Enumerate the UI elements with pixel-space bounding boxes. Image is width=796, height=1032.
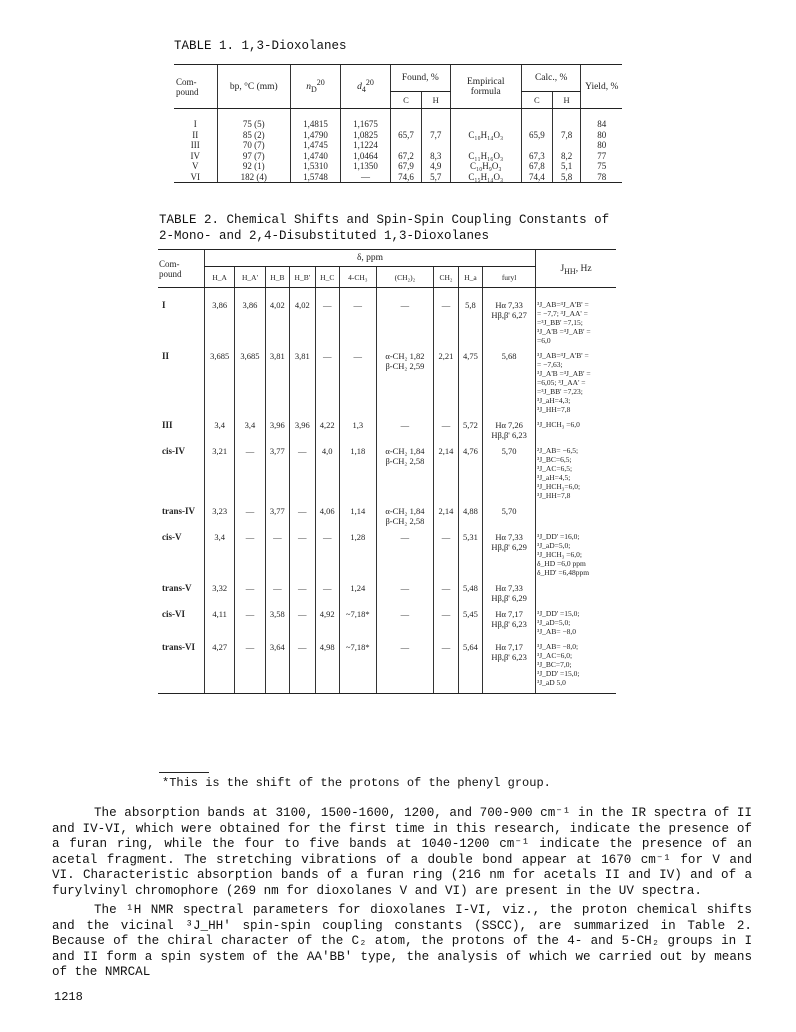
t2-cell-ha: 3,4 bbox=[205, 532, 235, 583]
t2-cell-j: ³J_AB= −8,0; ³J_AC=6,0; ³J_BC=7,0; ³J_DD' =15,0; ³J_aD 5,0 bbox=[536, 642, 617, 694]
t2-cell-j: ³J_HCH₃ =6,0 bbox=[536, 420, 617, 446]
t2-subheader: CH₂ bbox=[434, 267, 458, 288]
t1-header-found-c: C bbox=[391, 92, 422, 109]
t2-cell-furyl: Hα 7,33 Hβ,β' 6,29 bbox=[483, 532, 536, 583]
table-row bbox=[158, 642, 616, 694]
t2-cell-h-a: 5,72 bbox=[458, 420, 482, 446]
t2-cell-compound: II bbox=[162, 351, 170, 361]
t1-cell-found-c: 67,2 bbox=[391, 151, 422, 162]
t2-cell-hc: — bbox=[315, 532, 339, 583]
t2-subheader: furyl bbox=[483, 267, 536, 288]
t1-cell-compound: VI bbox=[174, 172, 217, 183]
t2-cell-haa: — bbox=[235, 532, 265, 583]
t2-cell-ch2: — bbox=[434, 532, 458, 583]
t2-cell-ch2: — bbox=[434, 642, 458, 694]
t1-cell-d: 1,0825 bbox=[341, 130, 391, 141]
t2-cell-hbb: 4,02 bbox=[290, 288, 315, 352]
t2-cell-hbb: — bbox=[290, 446, 315, 506]
t1-cell-d: 1,1675 bbox=[341, 109, 391, 130]
t2-cell-furyl: Hα 7,17 Hβ,β' 6,23 bbox=[483, 609, 536, 642]
t2-cell-furyl: Hα 7,17 Hβ,β' 6,23 bbox=[483, 642, 536, 694]
t2-cell-furyl: 5,68 bbox=[483, 351, 536, 420]
t2-cell-ch3: 1,3 bbox=[339, 420, 376, 446]
t2-cell-ha: 3,4 bbox=[205, 420, 235, 446]
t1-cell-bp: 85 (2) bbox=[217, 130, 290, 141]
t1-cell-formula bbox=[450, 140, 521, 151]
t2-cell-j bbox=[536, 583, 617, 609]
t2-cell-ch2ch2: — bbox=[376, 288, 434, 352]
t2-subheader: H_A' bbox=[235, 267, 265, 288]
t2-cell-hb: 3,81 bbox=[265, 351, 289, 420]
t1-header-nd: $n_D^{20}$ bbox=[291, 65, 341, 109]
t2-cell-haa: — bbox=[235, 446, 265, 506]
t2-cell-ch2: — bbox=[434, 288, 458, 352]
t2-cell-haa: 3,4 bbox=[235, 420, 265, 446]
t1-cell-d: 1,1350 bbox=[341, 161, 391, 172]
t2-cell-ch2: — bbox=[434, 583, 458, 609]
t1-cell-d: 1,1224 bbox=[341, 140, 391, 151]
t2-cell-compound: III bbox=[162, 420, 173, 430]
t1-cell-formula: C₁₀H₁₄O₃ bbox=[450, 130, 521, 141]
t1-cell-found-c: 65,7 bbox=[391, 130, 422, 141]
t2-cell-ch2ch2: α-CH₂ 1,84 β-CH₂ 2,58 bbox=[376, 446, 434, 506]
t2-cell-hb: 3,77 bbox=[265, 506, 289, 532]
t2-cell-ch2ch2: — bbox=[376, 532, 434, 583]
footnote-rule bbox=[159, 772, 209, 773]
t2-cell-haa: 3,685 bbox=[235, 351, 265, 420]
t1-cell-calc-c bbox=[521, 140, 552, 151]
t1-cell-bp: 75 (5) bbox=[217, 109, 290, 130]
t1-cell-calc-h: 5,1 bbox=[552, 161, 581, 172]
t2-cell-ch2: 2,14 bbox=[434, 506, 458, 532]
table-row bbox=[174, 130, 622, 141]
t2-cell-compound: trans-V bbox=[162, 583, 192, 593]
t1-cell-compound: IV bbox=[190, 150, 201, 161]
t2-cell-ch2ch2: — bbox=[376, 642, 434, 694]
t2-cell-j: ³J_AB=³J_A'B' = = −7,63; ³J_A'B =³J_AB' = =6,05; ³J_AA' = =³J_BB' =7,23; ³J_aH=4,3; ³J_HH=7,8 bbox=[536, 351, 617, 420]
t1-cell-found-h: 5,7 bbox=[421, 172, 450, 183]
t2-cell-ha: 3,685 bbox=[205, 351, 235, 420]
t2-cell-ch3: ~7,18* bbox=[339, 609, 376, 642]
t2-cell-ch2ch2: — bbox=[376, 583, 434, 609]
t2-cell-hbb: — bbox=[290, 506, 315, 532]
table2-caption-line2: 2-Mono- and 2,4-Disubstituted 1,3-Dioxolanes bbox=[159, 229, 490, 243]
page-number: 1218 bbox=[54, 990, 83, 1004]
t2-cell-haa: — bbox=[235, 642, 265, 694]
table-row bbox=[158, 446, 616, 506]
t2-cell-compound: I bbox=[162, 300, 166, 310]
t2-cell-hbb: — bbox=[290, 609, 315, 642]
t2-cell-ch3: — bbox=[339, 288, 376, 352]
t1-cell-nd: 1,4745 bbox=[291, 140, 341, 151]
t2-cell-h-a: 5,64 bbox=[458, 642, 482, 694]
t1-cell-found-c: 74,6 bbox=[391, 172, 422, 183]
t1-cell-formula: C₁₅H₁₄O₃ bbox=[450, 172, 521, 183]
t2-cell-h-a: 5,31 bbox=[458, 532, 482, 583]
t2-cell-hc: — bbox=[315, 288, 339, 352]
t1-cell-calc-h bbox=[552, 140, 581, 151]
table-row bbox=[174, 140, 622, 151]
t1-cell-d: 1,0464 bbox=[341, 151, 391, 162]
t2-cell-ha: 4,27 bbox=[205, 642, 235, 694]
t2-cell-ch3: ~7,18* bbox=[339, 642, 376, 694]
t2-cell-h-a: 5,45 bbox=[458, 609, 482, 642]
t1-cell-nd: 1,5310 bbox=[291, 161, 341, 172]
t1-header-calc: Calc., % bbox=[521, 65, 581, 92]
paragraph-nmr bbox=[52, 903, 752, 981]
t2-subheader: H_B bbox=[265, 267, 289, 288]
t1-cell-formula: C₁₁H₁₆O₃ bbox=[450, 151, 521, 162]
t2-cell-j: ²J_AB= −6,5; ³J_BC=6,5; ³J_AC=6,5; ³J_aH=4,5; ³J_HCH₃=6,0; ³J_HH=7,8 bbox=[536, 446, 617, 506]
t1-cell-nd: 1,4815 bbox=[291, 109, 341, 130]
t2-cell-haa: — bbox=[235, 583, 265, 609]
t2-cell-compound: trans-IV bbox=[162, 506, 195, 516]
t2-cell-hb: 3,96 bbox=[265, 420, 289, 446]
t1-cell-found-c bbox=[391, 140, 422, 151]
table-row bbox=[158, 506, 616, 532]
paragraph-ir-uv bbox=[52, 806, 752, 899]
t2-cell-h-a: 5,8 bbox=[458, 288, 482, 352]
table-row bbox=[158, 288, 616, 352]
t2-cell-j bbox=[536, 506, 617, 532]
t1-cell-found-c: 67,9 bbox=[391, 161, 422, 172]
t2-cell-hb: 3,58 bbox=[265, 609, 289, 642]
t2-cell-ch3: 1,18 bbox=[339, 446, 376, 506]
t2-cell-furyl: 5,70 bbox=[483, 446, 536, 506]
t2-cell-haa: 3,86 bbox=[235, 288, 265, 352]
t2-cell-compound: cis-IV bbox=[162, 446, 185, 456]
t1-cell-calc-c: 67,8 bbox=[521, 161, 552, 172]
t1-cell-calc-c bbox=[521, 109, 552, 130]
t1-cell-nd: 1,4790 bbox=[291, 130, 341, 141]
t1-cell-found-h: 4,9 bbox=[421, 161, 450, 172]
table-row bbox=[158, 420, 616, 446]
t2-cell-hc: 4,0 bbox=[315, 446, 339, 506]
t1-cell-yield: 84 bbox=[581, 109, 622, 130]
t1-cell-calc-h: 5,8 bbox=[552, 172, 581, 183]
t2-cell-hc: 4,92 bbox=[315, 609, 339, 642]
t1-cell-yield: 77 bbox=[581, 151, 622, 162]
paragraph-2-text: The ¹H NMR spectral parameters for dioxolanes I-VI, viz., the proton chemical shifts and the vicinal ³J_HH' spin-spin coupling constants (SSCC), are summarized in Table 2. Because of the chiral character of the C₂ atom, the protons of the 4- and 5-CH₂ groups in I and II form a spin system of the AA'BB' type, the analysis of which we carried out by means of the NMRCAL bbox=[52, 903, 752, 979]
t1-cell-calc-h bbox=[552, 109, 581, 130]
t2-cell-h-a: 4,75 bbox=[458, 351, 482, 420]
t1-cell-formula: C₁₀H₉O₃ bbox=[450, 161, 521, 172]
t2-cell-ha: 3,21 bbox=[205, 446, 235, 506]
table-row bbox=[158, 532, 616, 583]
t2-cell-hbb: — bbox=[290, 583, 315, 609]
t2-cell-furyl: 5,70 bbox=[483, 506, 536, 532]
t1-header-compound: Com- pound bbox=[174, 65, 217, 109]
t2-cell-hb: 3,64 bbox=[265, 642, 289, 694]
t2-subheader: (CH₂)₂ bbox=[376, 267, 434, 288]
t2-cell-ch3: 1,24 bbox=[339, 583, 376, 609]
table2 bbox=[158, 249, 616, 694]
t2-cell-haa: — bbox=[235, 506, 265, 532]
t1-cell-bp: 182 (4) bbox=[217, 172, 290, 183]
t2-cell-ch2: 2,14 bbox=[434, 446, 458, 506]
t2-cell-ha: 3,23 bbox=[205, 506, 235, 532]
t2-cell-j: ³J_AB=³J_A'B' = = −7,7; ³J_AA' = =³J_BB' =7,15; ³J_A'B =³J_AB' = =6,0 bbox=[536, 288, 617, 352]
t1-cell-calc-c: 67,3 bbox=[521, 151, 552, 162]
t1-cell-calc-c: 74,4 bbox=[521, 172, 552, 183]
t2-subheader: H_C bbox=[315, 267, 339, 288]
t1-cell-compound: II bbox=[192, 129, 199, 140]
t2-cell-hc: 4,06 bbox=[315, 506, 339, 532]
t2-cell-hbb: — bbox=[290, 642, 315, 694]
t2-cell-haa: — bbox=[235, 609, 265, 642]
t2-cell-ch2: — bbox=[434, 609, 458, 642]
t2-cell-hc: 4,22 bbox=[315, 420, 339, 446]
t2-cell-ch2: — bbox=[434, 420, 458, 446]
t1-cell-yield: 78 bbox=[581, 172, 622, 183]
t2-cell-hbb: — bbox=[290, 532, 315, 583]
table-row bbox=[174, 161, 622, 172]
t2-cell-compound: trans-VI bbox=[158, 642, 205, 694]
t2-header-j: $J_{HH}$, Hz bbox=[536, 250, 617, 288]
t1-cell-calc-h: 7,8 bbox=[552, 130, 581, 141]
t2-cell-ch3: 1,14 bbox=[339, 506, 376, 532]
t1-cell-found-h: 8,3 bbox=[421, 151, 450, 162]
table-row bbox=[158, 583, 616, 609]
t2-cell-hc: — bbox=[315, 583, 339, 609]
t2-cell-ch3: — bbox=[339, 351, 376, 420]
t2-cell-h-a: 4,76 bbox=[458, 446, 482, 506]
t1-cell-bp: 92 (1) bbox=[217, 161, 290, 172]
t1-cell-yield: 75 bbox=[581, 161, 622, 172]
t1-header-bp: bp, °C (mm) bbox=[217, 65, 290, 109]
t2-cell-compound: cis-V bbox=[162, 532, 182, 542]
t1-cell-found-h bbox=[421, 140, 450, 151]
table1-body bbox=[174, 109, 622, 183]
t2-cell-ha: 3,86 bbox=[205, 288, 235, 352]
table-row bbox=[174, 109, 622, 130]
t2-subheader: H_A bbox=[205, 267, 235, 288]
t2-cell-hbb: 3,81 bbox=[290, 351, 315, 420]
t1-header-yield: Yield, % bbox=[581, 65, 622, 109]
t1-header-empirical: Empirical formula bbox=[450, 65, 521, 109]
t2-cell-furyl: Hα 7,33 Hβ,β' 6,27 bbox=[483, 288, 536, 352]
table-row bbox=[174, 151, 622, 162]
t2-cell-ch3: 1,28 bbox=[339, 532, 376, 583]
table2-caption-line1: TABLE 2. Chemical Shifts and Spin-Spin Coupling Constants of bbox=[159, 213, 610, 227]
t2-cell-ha: 3,32 bbox=[205, 583, 235, 609]
table2-body bbox=[158, 288, 616, 694]
t1-cell-d: — bbox=[341, 172, 391, 183]
t2-cell-h-a: 4,88 bbox=[458, 506, 482, 532]
t1-cell-yield: 80 bbox=[581, 130, 622, 141]
t2-cell-ch2ch2: α-CH₂ 1,82 β-CH₂ 2,59 bbox=[376, 351, 434, 420]
t1-cell-nd: 1,4740 bbox=[291, 151, 341, 162]
t1-header-found: Found, % bbox=[391, 65, 451, 92]
t1-cell-compound: III bbox=[190, 140, 200, 150]
table1-caption: TABLE 1. 1,3-Dioxolanes bbox=[174, 39, 347, 53]
table2-footnote: *This is the shift of the protons of the phenyl group. bbox=[162, 776, 551, 790]
t2-cell-hb: — bbox=[265, 532, 289, 583]
t1-cell-found-h bbox=[421, 109, 450, 130]
t1-cell-yield: 80 bbox=[581, 140, 622, 151]
t2-subheader: H_a bbox=[458, 267, 482, 288]
t2-header-compound: Com- pound bbox=[158, 250, 205, 288]
t1-cell-calc-h: 8,2 bbox=[552, 151, 581, 162]
t2-cell-j: ³J_DD' =16,0; ³J_aD=5,0; ³J_HCH₃ =6,0; δ_HD =6,0 ppm δ_HD' =6,48ppm bbox=[536, 532, 617, 583]
t1-header-d: $d_4^{20}$ bbox=[341, 65, 391, 109]
t2-cell-furyl: Hα 7,26 Hβ,β' 6,23 bbox=[483, 420, 536, 446]
t2-cell-hb: 3,77 bbox=[265, 446, 289, 506]
t1-cell-found-c bbox=[391, 109, 422, 130]
t1-cell-formula bbox=[450, 109, 521, 130]
t1-header-found-h: H bbox=[421, 92, 450, 109]
t1-cell-bp: 70 (7) bbox=[217, 140, 290, 151]
t2-cell-ch2ch2: — bbox=[376, 609, 434, 642]
table-row bbox=[158, 609, 616, 642]
t2-cell-ch2ch2: α-CH₂ 1,84 β-CH₂ 2,58 bbox=[376, 506, 434, 532]
table1 bbox=[174, 64, 622, 183]
t2-cell-hb: — bbox=[265, 583, 289, 609]
t2-cell-compound: cis-VI bbox=[162, 609, 185, 619]
t1-cell-compound: V bbox=[192, 161, 199, 171]
t2-cell-ch2ch2: — bbox=[376, 420, 434, 446]
t2-cell-furyl: Hα 7,33 Hβ,β' 6,29 bbox=[483, 583, 536, 609]
table-row bbox=[158, 351, 616, 420]
t2-cell-ha: 4,11 bbox=[205, 609, 235, 642]
t1-cell-compound: I bbox=[193, 119, 197, 129]
t2-cell-h-a: 5,48 bbox=[458, 583, 482, 609]
t2-cell-j: ³J_DD' =15,0; ³J_aD=5,0; ³J_AB= −8,0 bbox=[536, 609, 617, 642]
t1-cell-found-h: 7,7 bbox=[421, 130, 450, 141]
t2-cell-ch2: 2,21 bbox=[434, 351, 458, 420]
table-row bbox=[174, 172, 622, 183]
t1-header-calc-h: H bbox=[552, 92, 581, 109]
t1-cell-calc-c: 65,9 bbox=[521, 130, 552, 141]
t2-subheader: 4-CH₃ bbox=[339, 267, 376, 288]
t1-cell-nd: 1,5748 bbox=[291, 172, 341, 183]
t2-header-shift: δ, ppm bbox=[205, 250, 536, 267]
t2-cell-hb: 4,02 bbox=[265, 288, 289, 352]
paragraph-1-text: The absorption bands at 3100, 1500-1600, 1200, and 700-900 cm⁻¹ in the IR spectra of II and IV-VI, which were obtained for the first time in this research, indicate the presence of a furan ring, while the four to five bands at 1040-1200 cm⁻¹ indicate the presence of an acetal fragment. The stretching vibrations of a double bond appear at 1670 cm⁻¹ for V and VI. Characteristic absorption bands of a furan ring (216 nm for acetals II and IV) and of a furylvinyl chromophore (269 nm for dioxolanes V and VI) are present in the UV spectra. bbox=[52, 806, 752, 898]
t1-header-calc-c: C bbox=[521, 92, 552, 109]
t2-subheader: H_B' bbox=[290, 267, 315, 288]
t2-cell-hc: 4,98 bbox=[315, 642, 339, 694]
t2-cell-hbb: 3,96 bbox=[290, 420, 315, 446]
t1-cell-bp: 97 (7) bbox=[217, 151, 290, 162]
t2-cell-hc: — bbox=[315, 351, 339, 420]
